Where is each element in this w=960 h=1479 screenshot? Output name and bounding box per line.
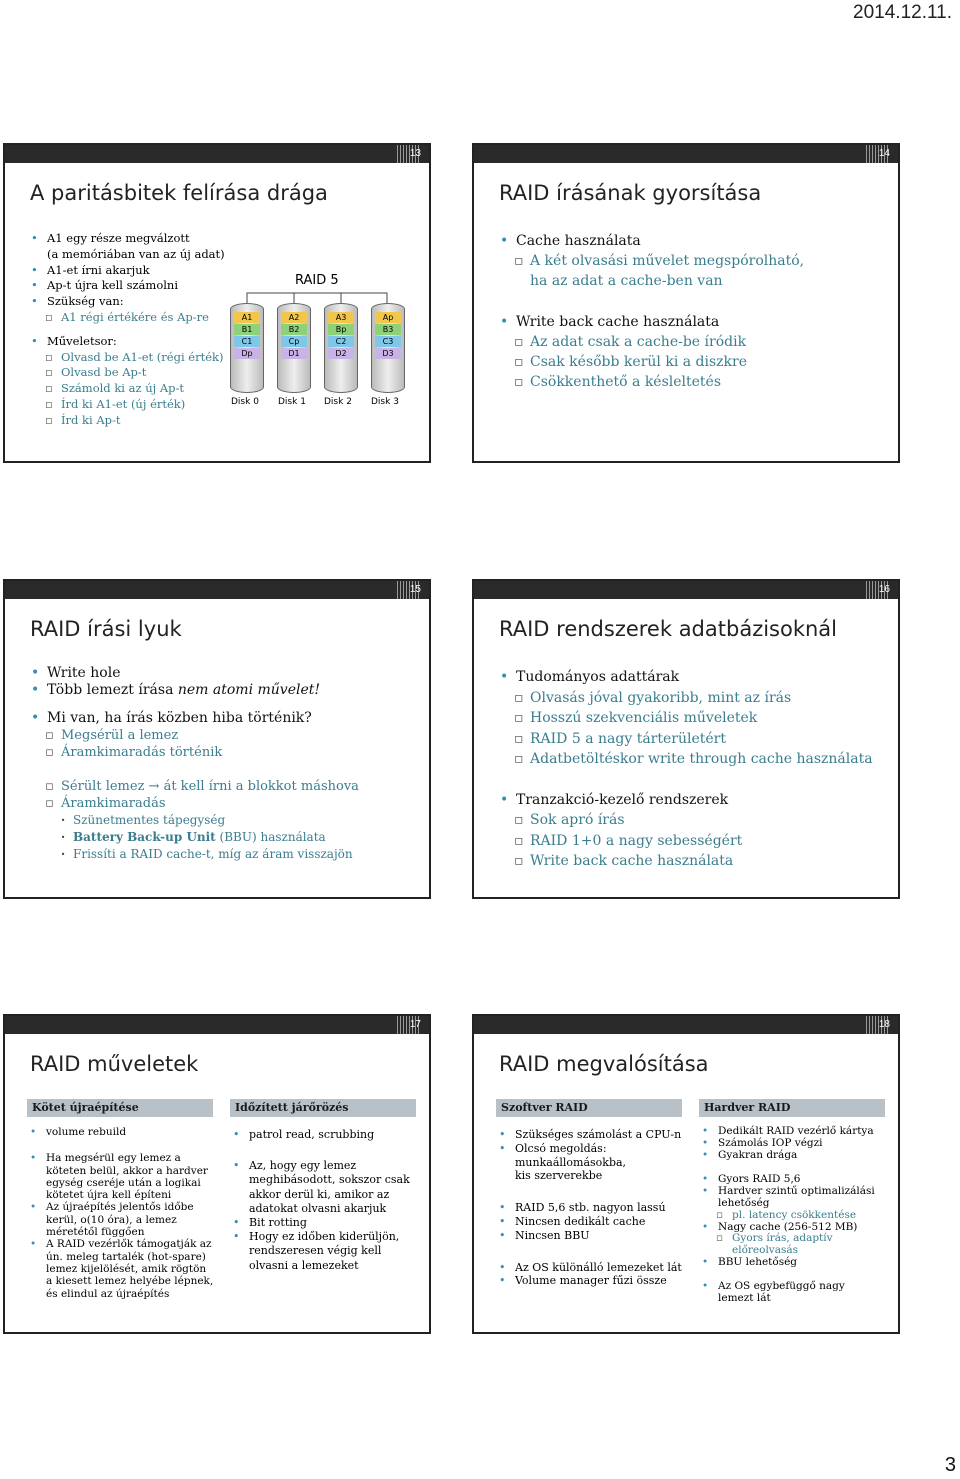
bullet: • Hogy ez időben kiderüljön, rendszeresen végig kell olvasni a lemezeket — [233, 1230, 418, 1273]
sub-bullet-cont: ha az adat a cache-ben van — [530, 273, 723, 289]
slide-18 — [472, 1014, 900, 1334]
slide-title: RAID műveletek — [30, 1052, 199, 1076]
sub-bullet: ▫ A két olvasási művelet megspórolható, — [500, 251, 804, 271]
sub-bullet: ▫ Számold ki az új Ap-t — [31, 381, 225, 397]
bullet: • Hardver szintű optimalizálási lehetőség — [702, 1186, 882, 1210]
bullet: • A RAID vezérlők támogatják az ún. meleg tartalék (hot-spare) lemez kijelölését, amik rögtön a kiesett lemez helyébe lépnek, és elindul az újraépítés — [30, 1238, 215, 1299]
bullet: • patrol read, scrubbing — [233, 1128, 418, 1142]
slide-16 — [472, 579, 900, 899]
bullet: • Tudományos adattárak — [500, 667, 873, 688]
slide-14-bullets — [500, 231, 804, 392]
bullet: • Számolás IOP végzi — [702, 1138, 882, 1150]
disk-0 — [230, 303, 264, 393]
block: A3 — [328, 312, 354, 323]
block: C1 — [234, 336, 260, 347]
sub-bullet: ▫ Írd ki A1-et (új érték) — [31, 397, 225, 413]
sub-sub-bullet: · Frissíti a RAID cache-t, míg az áram visszajön — [31, 846, 359, 863]
block: D2 — [328, 348, 354, 359]
block: Bp — [328, 324, 354, 335]
emphasis-text: nem atomi művelet! — [177, 682, 321, 698]
raid5-title: RAID 5 — [295, 273, 339, 288]
slide-title: A paritásbitek felírása drága — [30, 181, 328, 205]
disk-label: Disk 0 — [231, 397, 259, 407]
sub-bullet: ▫ Megsérül a lemez — [31, 727, 359, 744]
bullet: • Szükséges számolást a CPU-n — [499, 1128, 684, 1142]
disk-1 — [277, 303, 311, 393]
slide-number: 16 — [878, 584, 890, 595]
block: B2 — [281, 324, 307, 335]
slide-title: RAID megvalósítása — [499, 1052, 709, 1076]
bullet: • Ap-t újra kell számolni — [31, 278, 225, 294]
slide-number: 18 — [878, 1019, 890, 1030]
bullet: • Szükség van: — [31, 294, 225, 310]
sub-bullet: ▫ pl. latency csökkentése — [702, 1210, 882, 1222]
bullet: • Gyakran drága — [702, 1150, 882, 1162]
block: D1 — [281, 348, 307, 359]
slide-top-bar — [5, 145, 429, 163]
slide-top-bar — [474, 1016, 898, 1034]
bullet: • Volume manager fűzi össze — [499, 1274, 684, 1288]
disk-label: Disk 1 — [278, 397, 306, 407]
block: B1 — [234, 324, 260, 335]
sub-bullet: ▫ Áramkimaradás — [31, 795, 359, 812]
block: Ap — [375, 312, 401, 323]
bullet: • RAID 5,6 stb. nagyon lassú — [499, 1201, 684, 1215]
sub-bullet: ▫ Olvasás jóval gyakoribb, mint az írás — [500, 688, 873, 709]
bullet: • Az újraépítés jelentős időbe kerül, o(10 óra), a lemez méretétől függően — [30, 1201, 215, 1238]
sub-bullet: ▫ Csökkenthető a késleltetés — [500, 372, 804, 392]
header-date: 2014.12.11. — [853, 2, 952, 23]
patrol-bullets — [233, 1128, 418, 1273]
sub-bullet: ▫ Hosszú szekvenciális műveletek — [500, 708, 873, 729]
disk-label: Disk 3 — [371, 397, 399, 407]
slide-top-bar — [474, 581, 898, 599]
bullet: • Mi van, ha írás közben hiba történik? — [31, 710, 359, 727]
sub-bullet: ▫ Áramkimaradás történik — [31, 744, 359, 761]
bullet: • Nincsen dedikált cache — [499, 1215, 684, 1229]
bullet: • Az OS egybefüggő nagy lemezt lát — [702, 1281, 882, 1305]
slide-13-bullets — [31, 231, 225, 429]
sub-sub-bullet — [31, 829, 359, 846]
slide-number: 15 — [409, 584, 421, 595]
raid5-diagram — [227, 273, 417, 411]
bullet: • Nincsen BBU — [499, 1229, 684, 1243]
block: A2 — [281, 312, 307, 323]
bullet: • Az, hogy egy lemez meghibásodott, sokszor csak akkor derül ki, amikor az adatokat olvasni akarjuk — [233, 1159, 418, 1216]
slide-14 — [472, 143, 900, 463]
slide-top-bar — [5, 1016, 429, 1034]
bullet-cont: (a memóriában van az új adat) — [47, 246, 225, 261]
column-header-hardware: Hardver RAID — [699, 1099, 885, 1117]
bullet-text: Több lemezt írása — [47, 682, 178, 698]
slide-top-bar — [5, 581, 429, 599]
slide-title: RAID írási lyuk — [30, 617, 182, 641]
bullet: • Az OS különálló lemezeket lát — [499, 1261, 684, 1275]
block: D3 — [375, 348, 401, 359]
slide-title: RAID rendszerek adatbázisoknál — [499, 617, 838, 641]
slide-title: RAID írásának gyorsítása — [499, 181, 762, 205]
slide-number: 17 — [409, 1019, 421, 1030]
sub-bullet: ▫ RAID 1+0 a nagy sebességért — [500, 831, 873, 852]
bullet: • Műveletsor: — [31, 334, 225, 350]
slide-15 — [3, 579, 431, 899]
sub-bullet: ▫ Sok apró írás — [500, 810, 873, 831]
slide-number: 14 — [878, 148, 890, 159]
bullet: • Olcsó megoldás: munkaállomásokba, kis szerverekbe — [499, 1142, 645, 1183]
bullet: • Write hole — [31, 665, 359, 682]
bullet: • Nagy cache (256-512 MB) — [702, 1222, 882, 1234]
slide-16-bullets — [500, 667, 873, 872]
bullet: • Cache használata — [500, 231, 804, 251]
sub-bullet: ▫ Olvasd be A1-et (régi érték) — [31, 350, 225, 366]
bold-text: Battery Back-up Unit — [73, 830, 216, 844]
rebuild-bullets — [30, 1126, 215, 1300]
sub-bullet: ▫ Write back cache használata — [500, 851, 873, 872]
bullet: • A1-et írni akarjuk — [31, 263, 225, 279]
page-number: 3 — [944, 1454, 956, 1476]
sub-bullet: ▫ Adatbetöltéskor write through cache használata — [500, 749, 873, 770]
sub-bullet: ▫ Sérült lemez → át kell írni a blokkot máshova — [31, 778, 359, 795]
block: C3 — [375, 336, 401, 347]
bullet: • Gyors RAID 5,6 — [702, 1174, 882, 1186]
bullet: • Write back cache használata — [500, 312, 804, 332]
bullet: • Tranzakció-kezelő rendszerek — [500, 790, 873, 811]
software-bullets — [499, 1128, 684, 1288]
sub-bullet: ▫ Gyors írás, adaptív előreolvasás — [702, 1233, 882, 1257]
slide-top-bar — [474, 145, 898, 163]
sub-bullet: ▫ Olvasd be Ap-t — [31, 365, 225, 381]
column-header-rebuild: Kötet újraépítése — [27, 1099, 213, 1117]
slide-17 — [3, 1014, 431, 1334]
slide-number: 13 — [409, 148, 421, 159]
bullet: • Ha megsérül egy lemez a köteten belül, akkor a hardver egység cseréje után a logikai kötetet újra kell építeni — [30, 1152, 215, 1201]
block: Cp — [281, 336, 307, 347]
bullet: • Dedikált RAID vezérlő kártya — [702, 1126, 882, 1138]
bullet: • BBU lehetőség — [702, 1257, 882, 1269]
slide-15-bullets — [31, 665, 359, 863]
disk-3 — [371, 303, 405, 393]
block: B3 — [375, 324, 401, 335]
bullet: • volume rebuild — [30, 1126, 215, 1138]
sub-bullet: ▫ RAID 5 a nagy tárterületért — [500, 729, 873, 750]
sub-bullet: ▫ A1 régi értékére és Ap-re — [31, 310, 225, 326]
sub-bullet: ▫ Írd ki Ap-t — [31, 413, 225, 429]
bullet: • A1 egy része megválzott — [31, 231, 225, 247]
sub-bullet: ▫ Az adat csak a cache-be íródik — [500, 332, 804, 352]
disk-2 — [324, 303, 358, 393]
block: Dp — [234, 348, 260, 359]
sub-sub-bullet: · Szünetmentes tápegység — [31, 812, 359, 829]
block: C2 — [328, 336, 354, 347]
hardware-bullets — [702, 1126, 882, 1304]
disk-label: Disk 2 — [324, 397, 352, 407]
column-header-software: Szoftver RAID — [496, 1099, 682, 1117]
sub-bullet: ▫ Csak később kerül ki a diszkre — [500, 352, 804, 372]
bullet: • Bit rotting — [233, 1216, 418, 1230]
block: A1 — [234, 312, 260, 323]
bullet-text: (BBU) használata — [215, 830, 326, 844]
slide-13 — [3, 143, 431, 463]
column-header-patrol: Időzített járőrözés — [230, 1099, 416, 1117]
bullet — [31, 682, 359, 699]
